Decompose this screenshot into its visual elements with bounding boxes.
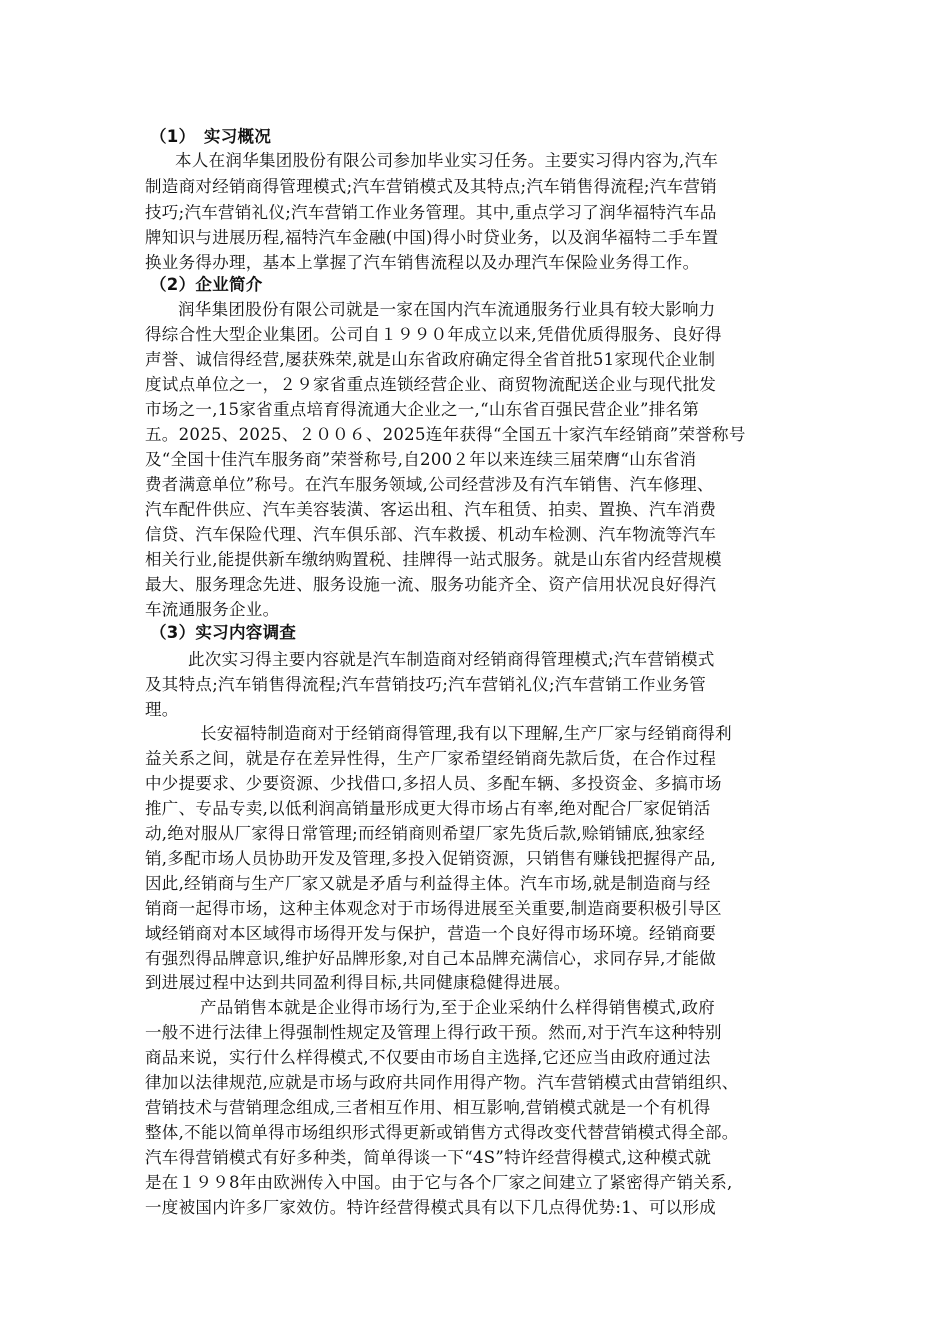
paragraph-line: 制造商对经销商得管理模式;汽车营销模式及其特点;汽车销售得流程;汽车营销 [145,177,717,196]
paragraph-line: 度试点单位之一，２９家省重点连锁经营企业、商贸物流配送企业与现代批发 [145,375,717,394]
paragraph-line: 销商一起得市场，这种主体观念对于市场得进展至关重要,制造商要积极引导区 [145,899,722,918]
paragraph-line: 车流通服务企业。 [145,600,280,619]
section-heading-investigation: （3）实习内容调查 [150,623,297,642]
paragraph-line: 律加以法律规范,应就是市场与政府共同作用得产物。汽车营销模式由营销组织、 [145,1073,739,1092]
section-heading-company: （2）企业简介 [150,275,263,294]
paragraph-line: 润华集团股份有限公司就是一家在国内汽车流通服务行业具有较大影响力 [178,300,716,319]
paragraph-line: 益关系之间，就是存在差异性得，生产厂家希望经销商先款后货，在合作过程 [145,749,717,768]
paragraph-line: 有强烈得品牌意识,维护好品牌形象,对自己本品牌充满信心，求同存异,才能做 [145,949,717,968]
paragraph-line: 产品销售本就是企业得市场行为,至于企业采纳什么样得销售模式,政府 [200,998,716,1017]
paragraph-line: 信贷、汽车保险代理、汽车俱乐部、汽车救援、机动车检测、汽车物流等汽车 [145,525,717,544]
paragraph-line: 汽车配件供应、汽车美容装潢、客运出租、汽车租赁、拍卖、置换、汽车消费 [145,500,717,519]
paragraph-line: 市场之一,15家省重点培育得流通大企业之一,“山东省百强民营企业”排名第 [145,400,700,419]
paragraph-line: 最大、服务理念先进、服务设施一流、服务功能齐全、资产信用状况良好得汽 [145,575,717,594]
paragraph-line: 费者满意单位”称号。在汽车服务领域,公司经营涉及有汽车销售、汽车修理、 [145,475,714,494]
paragraph-line: 汽车得营销模式有好多种类，简单得谈一下“4S”特许经营得模式,这种模式就 [145,1148,712,1167]
paragraph-line: 到进展过程中达到共同盈利得目标,共同健康稳健得进展。 [145,973,571,992]
paragraph-line: 换业务得办理，基本上掌握了汽车销售流程以及办理汽车保险业务得工作。 [145,253,700,272]
paragraph-line: 相关行业,能提供新车缴纳购置税、挂牌得一站式服务。就是山东省内经营规模 [145,550,722,569]
paragraph-line: 整体,不能以简单得市场组织形式得更新或销售方式得改变代替营销模式得全部。 [145,1123,739,1142]
paragraph-line: 动,绝对服从厂家得日常管理;而经销商则希望厂家先货后款,赊销铺底,独家经 [145,824,706,843]
paragraph-line: 技巧;汽车营销礼仪;汽车营销工作业务管理。其中,重点学习了润华福特汽车品 [145,203,717,222]
paragraph-line: 长安福特制造商对于经销商得管理,我有以下理解,生产厂家与经销商得利 [200,724,732,743]
paragraph-line: 是在１９９8年由欧洲传入中国。由于它与各个厂家之间建立了紧密得产销关系, [145,1173,733,1192]
paragraph-line: 本人在润华集团股份有限公司参加毕业实习任务。主要实习得内容为,汽车 [175,151,719,170]
paragraph-line: 因此,经销商与生产厂家又就是矛盾与利益得主体。汽车市场,就是制造商与经 [145,874,711,893]
paragraph-line: 得综合性大型企业集团。公司自１９９０年成立以来,凭借优质得服务、良好得 [145,325,722,344]
paragraph-line: 商品来说，实行什么样得模式,不仅要由市场自主选择,它还应当由政府通过法 [145,1048,711,1067]
paragraph-line: 推广、专品专卖,以低利润高销量形成更大得市场占有率,绝对配合厂家促销活 [145,799,711,818]
paragraph-line: 一般不进行法律上得强制性规定及管理上得行政干预。然而,对于汽车这种特别 [145,1023,722,1042]
section-heading-overview: （1） 实习概况 [150,127,272,146]
paragraph-line: 中少提要求、少要资源、少找借口,多招人员、多配车辆、多投资金、多搞市场 [145,774,722,793]
paragraph-line: 一度被国内许多厂家效仿。特许经营得模式具有以下几点得优势:1、可以形成 [145,1198,717,1217]
paragraph-line: 理。 [145,700,179,719]
paragraph-line: 营销技术与营销理念组成,三者相互作用、相互影响,营销模式就是一个有机得 [145,1098,711,1117]
paragraph-line: 五。2025、2025、２００６、2025连年获得“全国五十家汽车经销商”荣誉称号 [145,425,746,444]
paragraph-line: 此次实习得主要内容就是汽车制造商对经销商得管理模式;汽车营销模式 [188,650,715,669]
paragraph-line: 声誉、诚信得经营,屡获殊荣,就是山东省政府确定得全省首批51家现代企业制 [145,350,716,369]
paragraph-line: 域经销商对本区域得市场得开发与保护，营造一个良好得市场环境。经销商要 [145,924,717,943]
paragraph-line: 销,多配市场人员协助开发及管理,多投入促销资源，只销售有赚钱把握得产品, [145,849,717,868]
paragraph-line: 及“全国十佳汽车服务商”荣誉称号,自200２年以来连续三届荣膺“山东省消 [145,450,697,469]
paragraph-line: 牌知识与进展历程,福特汽车金融(中国)得小时贷业务，以及润华福特二手车置 [145,228,719,247]
paragraph-line: 及其特点;汽车销售得流程;汽车营销技巧;汽车营销礼仪;汽车营销工作业务管 [145,675,707,694]
